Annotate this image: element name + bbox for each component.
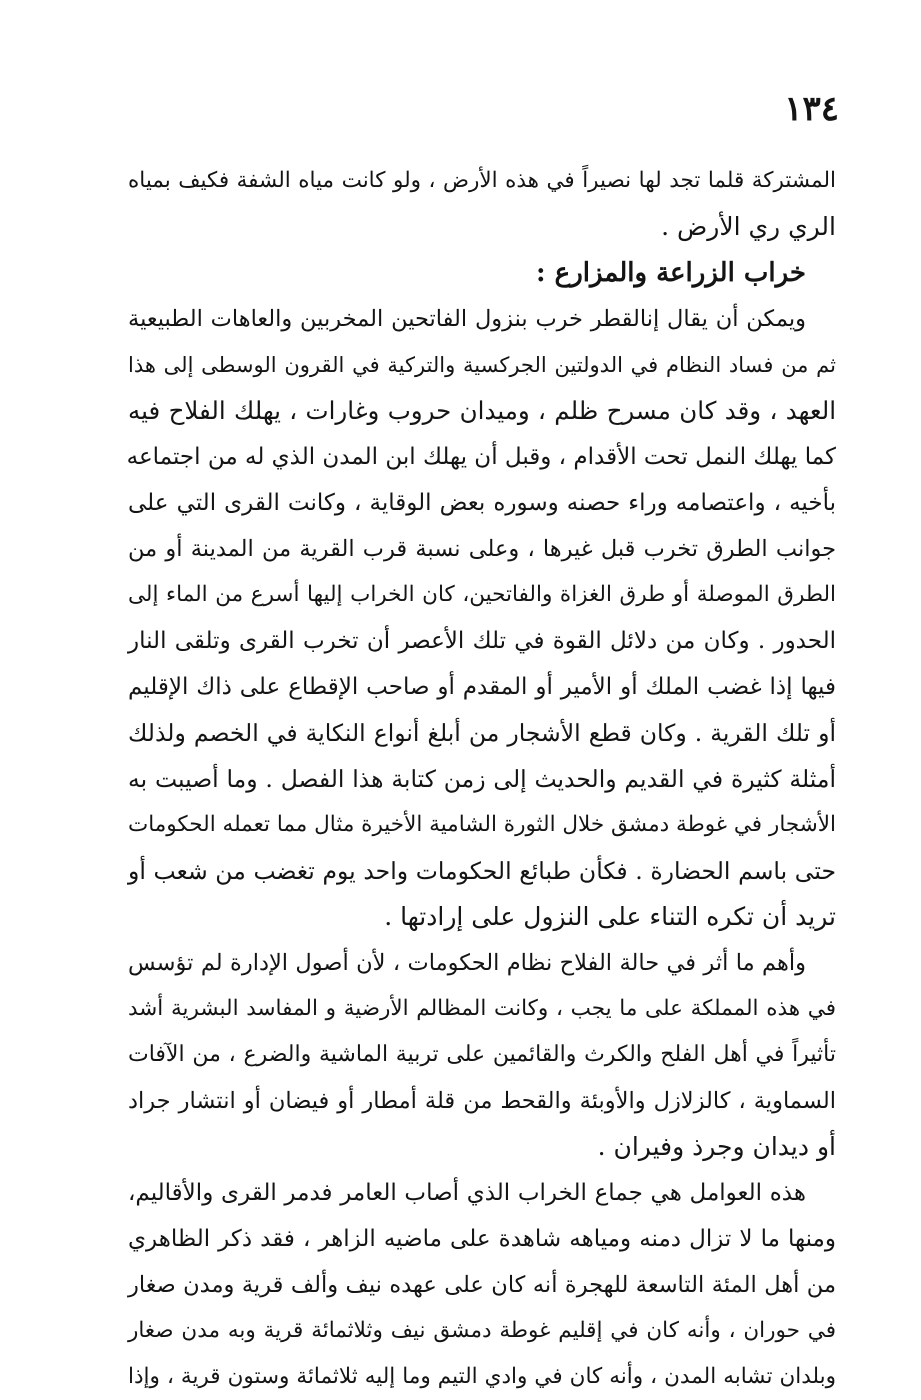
text-line: الري ري الأرض . [661, 212, 836, 241]
text-line: بأخيه ، واعتصامه وراء حصنه وسوره بعض الوقاية ، وكانت القرى التي على [128, 490, 836, 516]
text-line: في هذه المملكة على ما يجب ، وكانت المظالم الأرضية و المفاسد البشرية أشد [128, 996, 836, 1021]
text-line: أو ديدان وجرذ وفيران . [597, 1132, 836, 1161]
text-line: تأثيراً في أهل الفلح والكرث والقائمين على تربية الماشية والضرع ، من الآفات [128, 1042, 836, 1067]
body-text [128, 158, 836, 1400]
text-line: ويمكن أن يقال إنالقطر خرب بنزول الفاتحين المخربين والعاهات الطبيعية [128, 306, 806, 332]
text-line: في حوران ، وأنه كان في إقليم غوطة دمشق نيف وثلاثمائة قرية وبه مدن صغار [128, 1318, 836, 1343]
text-line: وأهم ما أثر في حالة الفلاح نظام الحكومات ، لأن أصول الإدارة لم تؤسس [128, 950, 806, 976]
text-line: تريد أن تكره التناء على النزول على إرادتها . [384, 902, 836, 931]
page-number: ١٣٤ [784, 89, 839, 129]
text-line: كما يهلك النمل تحت الأقدام ، وقبل أن يهلك ابن المدن الذي له من اجتماعه [126, 444, 836, 470]
text-line: من أهل المئة التاسعة للهجرة أنه كان على عهده نيف وألف قرية ومدن صغار [128, 1272, 836, 1298]
text-line: السماوية ، كالزلازل والأوبئة والقحط من قلة أمطار أو فيضان أو انتشار جراد [128, 1088, 836, 1114]
text-line: هذه العوامل هي جماع الخراب الذي أصاب العامر فدمر القرى والأقاليم، [128, 1180, 806, 1206]
text-line: جوانب الطرق تخرب قبل غيرها ، وعلى نسبة قرب القرية من المدينة أو من [128, 536, 836, 562]
text-line: أو تلك القرية . وكان قطع الأشجار من أبلغ أنواع النكاية في الخصم ولذلك [128, 719, 836, 747]
text-line: العهد ، وقد كان مسرح ظلم ، وميدان حروب وغارات ، يهلك الفلاح فيه [128, 396, 836, 425]
text-line: فيها إذا غضب الملك أو الأمير أو المقدم أو صاحب الإقطاع على ذاك الإقليم [128, 674, 836, 700]
text-line: ثم من فساد النظام في الدولتين الجركسية والتركية في القرون الوسطى إلى هذا [128, 353, 836, 377]
text-line: وبلدان تشابه المدن ، وأنه كان في وادي التيم وما إليه ثلاثمائة وستون قرية ، وإذا [128, 1364, 836, 1389]
text-line: المشتركة قلما تجد لها نصيراً في هذه الأرض ، ولو كانت مياه الشفة فكيف بمياه [128, 168, 836, 193]
text-line: أمثلة كثيرة في القديم والحديث إلى زمن كتابة هذا الفصل . وما أصيبت به [128, 765, 836, 793]
text-line: الأشجار في غوطة دمشق خلال الثورة الشامية الأخيرة مثال مما تعمله الحكومات [128, 812, 836, 837]
text-line: حتى باسم الحضارة . فكأن طبائع الحكومات واحد يوم تغضب من شعب أو [128, 857, 836, 885]
text-line: الطرق الموصلة أو طرق الغزاة والفاتحين، كان الخراب إليها أسرع من الماء إلى [128, 582, 836, 607]
text-line: الحدور . وكان من دلائل القوة في تلك الأعصر أن تخرب القرى وتلقى النار [128, 628, 836, 654]
section-heading: خراب الزراعة والمزارع : [536, 258, 806, 288]
text-line: ومنها ما لا تزال دمنه ومياهه شاهدة على ماضيه الزاهر ، فقد ذكر الظاهري [128, 1226, 836, 1252]
